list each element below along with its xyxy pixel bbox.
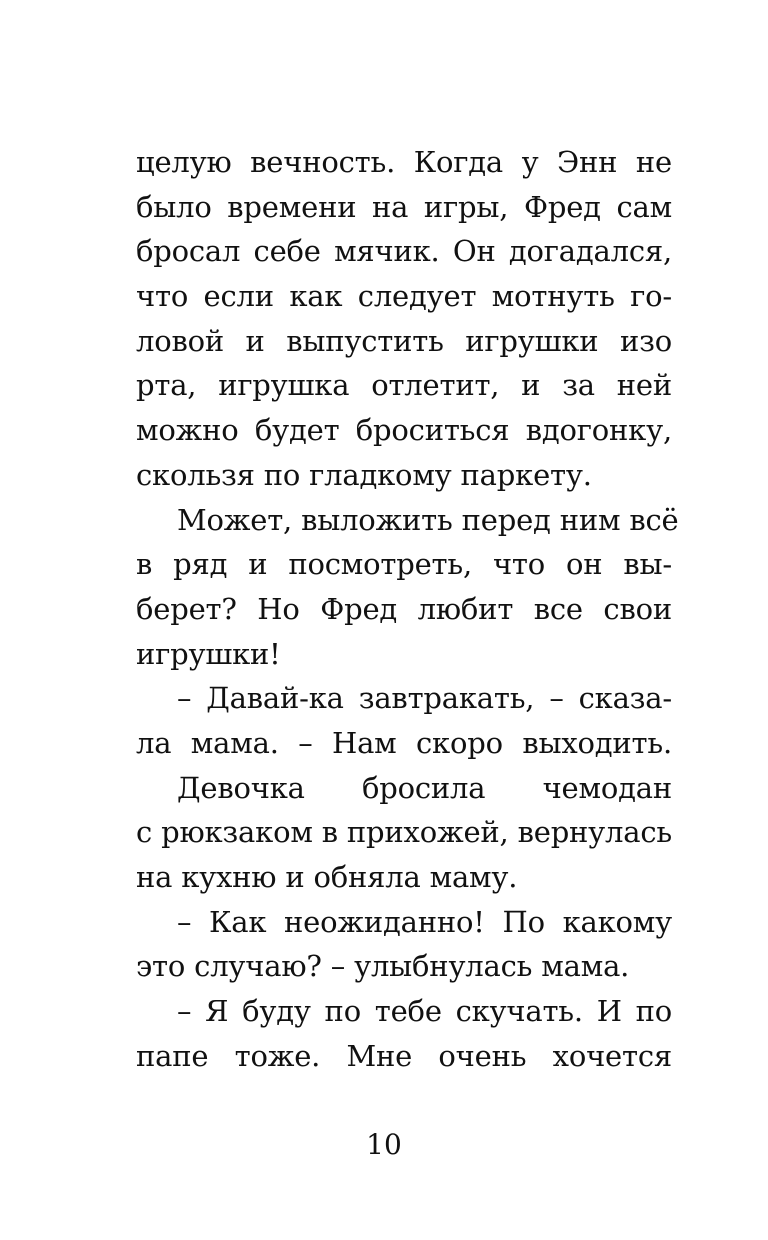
text-line: целую вечность. Когда у Энн не: [136, 145, 672, 179]
text-line: – Как неожиданно! По какому: [177, 904, 672, 939]
text-line: можно будет броситься вдогонку,: [136, 413, 672, 448]
text-line: бросал себе мячик. Он догадался,: [136, 234, 672, 269]
body-text: [136, 140, 679, 1078]
text-line: что если как следует мотнуть го-: [136, 279, 672, 314]
text-line: игрушки!: [136, 636, 281, 671]
text-line: – Я буду по тебе скучать. И по: [177, 994, 672, 1029]
text-line: Может, выложить перед ним всё: [177, 502, 679, 537]
text-line: в ряд и посмотреть, что он вы-: [136, 547, 672, 582]
text-line: ловой и выпустить игрушки изо: [136, 323, 672, 358]
text-line: рта, игрушка отлетит, и за ней: [136, 368, 672, 403]
text-line: Девочка бросила чемодан: [177, 770, 672, 805]
text-line: – Давай-ка завтракать, – сказа-: [177, 681, 672, 716]
text-line: на кухню и обняла маму.: [136, 860, 518, 894]
text-line: скользя по гладкому паркету.: [136, 457, 592, 492]
text-line: было времени на игры, Фред сам: [136, 189, 672, 224]
page-number: 10: [366, 1128, 402, 1161]
text-line: берет? Но Фред любит все свои: [136, 591, 672, 626]
text-line: папе тоже. Мне очень хочется: [136, 1038, 672, 1073]
text-line: с рюкзаком в прихожей, вернулась: [136, 815, 672, 850]
text-line: это случаю? – улыбнулась мама.: [136, 949, 630, 984]
text-line: ла мама. – Нам скоро выходить.: [136, 725, 672, 760]
